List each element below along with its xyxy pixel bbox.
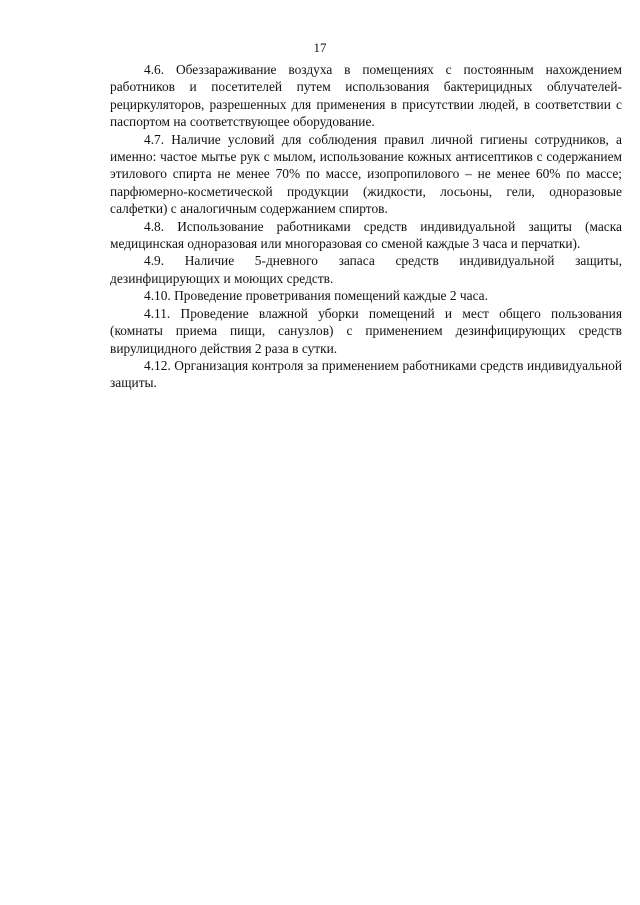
paragraph-4-7: 4.7. Наличие условий для соблюдения правил личной гигиены сотрудников, а именно: частое мытье рук с мылом, использование кожных антисептиков с содержанием этилового спирта не менее 70% по массе, изопропилового – не менее 60% по массе; парфюмерно-косметической продукции (жидкости, лосьоны, гели, одноразовые салфетки) с аналогичным содержанием спиртов. xyxy=(110,131,622,217)
page-number: 17 xyxy=(313,40,327,55)
document-body xyxy=(110,61,622,392)
paragraph-4-10: 4.10. Проведение проветривания помещений каждые 2 часа. xyxy=(144,288,488,304)
paragraph-4-11: 4.11. Проведение влажной уборки помещений и мест общего пользования (комнаты приема пищи, санузлов) с применением дезинфицирующих средств вирулицидного действия 2 раза в сутки. xyxy=(110,305,622,356)
paragraph-4-8: 4.8. Использование работниками средств индивидуальной защиты (маска медицинская одноразовая или многоразовая со сменой каждые 3 часа и перчатки). xyxy=(110,218,622,252)
paragraph-4-12: 4.12. Организация контроля за применением работниками средств индивидуальной защиты. xyxy=(110,357,622,391)
paragraph-4-9: 4.9. Наличие 5-дневного запаса средств индивидуальной защиты, дезинфицирующих и моющих средств. xyxy=(110,253,622,286)
paragraph-4-6: 4.6. Обеззараживание воздуха в помещениях с постоянным нахождением работников и посетителей путем использования бактерицидных облучателей-рециркуляторов, разрешенных для применения в присутствии людей, в соответствии с паспортом на соответствующее оборудование. xyxy=(110,62,622,130)
